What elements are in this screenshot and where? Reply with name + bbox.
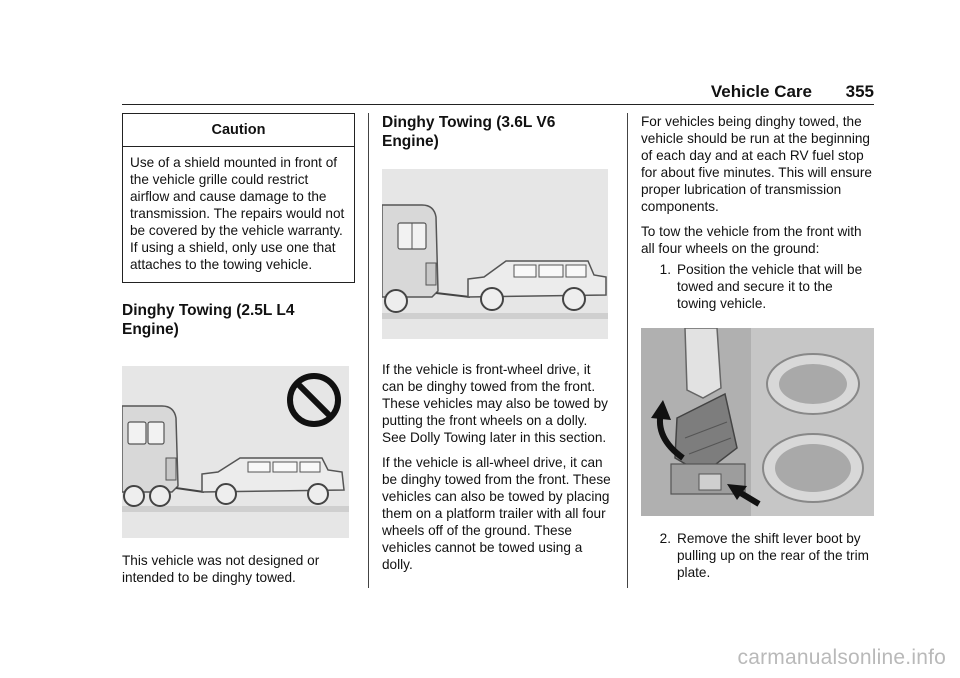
step-number: 1. [659, 262, 671, 277]
v6-paragraph-1: If the vehicle is front-wheel drive, it can be dinghy towed from the front. These vehicles may also be towed by putting the front wheels on a dolly. See Dolly Towing later in this section. [382, 362, 608, 445]
page-header [122, 82, 874, 105]
column-3 [641, 113, 874, 581]
l4-description: This vehicle was not designed or intended to be dinghy towed. [122, 553, 320, 585]
step-text: Position the vehicle that will be towed and secure it to the towing vehicle. [677, 262, 863, 311]
caution-text: Use of a shield mounted in front of the vehicle grille could restrict airflow and cause damage to the transmission. The repairs would not be covered by the vehicle warranty. If using a shield, only use one that attaches to the towing vehicle. [130, 155, 345, 272]
column-divider [368, 113, 369, 588]
shift-lever-illustration [641, 328, 874, 516]
figure-shift-lever-boot [641, 328, 874, 516]
col3-paragraph-2: To tow the vehicle from the front with all four wheels on the ground: [641, 224, 862, 256]
watermark: carmanualsonline.info [737, 646, 946, 669]
column-2 [382, 113, 614, 573]
v6-paragraph-2: If the vehicle is all-wheel drive, it can be dinghy towed from the front. These vehicles can also be towed by placing them on a platform trailer with all four wheels off of the ground. These vehicles cannot be towed using a dolly. [382, 455, 611, 572]
step-text: Remove the shift lever boot by pulling up on the rear of the trim plate. [677, 531, 869, 580]
column-1 [122, 113, 355, 586]
prohibited-icon [284, 370, 344, 430]
column-divider [627, 113, 628, 588]
step-item [641, 261, 874, 312]
caution-title: Caution [123, 114, 354, 147]
figure-dinghy-towing [382, 169, 608, 339]
heading-v6: Dinghy Towing (3.6L V6 Engine) [382, 114, 556, 150]
step-item [641, 530, 874, 581]
step-number: 2. [659, 531, 671, 546]
figure-no-dinghy-towing [122, 366, 349, 538]
heading-l4: Dinghy Towing (2.5L L4 Engine) [122, 302, 295, 338]
caution-box [122, 113, 355, 283]
section-title: Vehicle Care [710, 82, 812, 101]
page-number: 355 [845, 82, 874, 101]
col3-paragraph-1: For vehicles being dinghy towed, the vehicle should be run at the beginning of each day and at each RV fuel stop for about five minutes. This will ensure proper lubrication of transmission components. [641, 114, 872, 214]
towing-illustration [382, 169, 608, 339]
